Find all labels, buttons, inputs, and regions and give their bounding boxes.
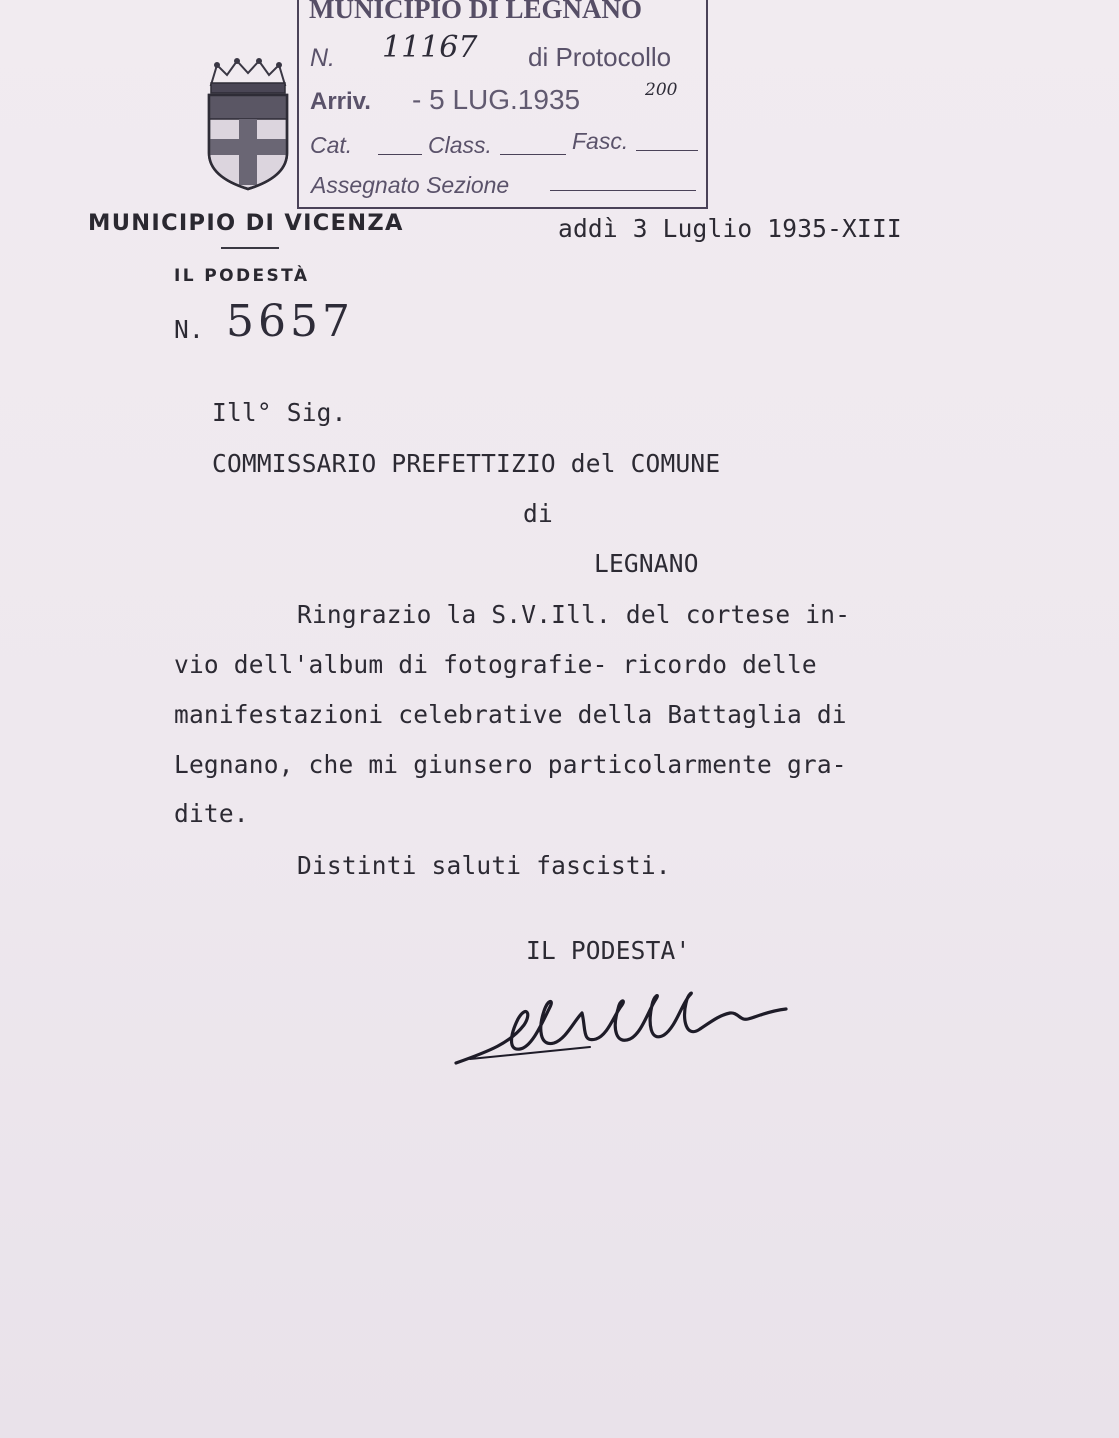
stamp-title: MUNICIPIO DI LEGNANO	[309, 0, 643, 24]
recipient-of: di	[523, 499, 553, 528]
date-line: addì 3 Luglio 1935-XIII	[558, 214, 902, 243]
municipality-heading: MUNICIPIO DI VICENZA	[88, 210, 404, 236]
body-line: Ringrazio la S.V.Ill. del cortese in-	[297, 600, 851, 629]
stamp-n-label: N.	[310, 44, 335, 72]
stamp-cat-label: Cat.	[310, 132, 353, 158]
stamp-cat-line	[378, 154, 422, 155]
stamp-section-label: Assegnato Sezione	[311, 172, 510, 198]
body-line: vio dell'album di fotografie- ricordo delle	[174, 650, 817, 679]
stamp-fasc-line	[636, 150, 698, 151]
body-line: manifestazioni celebrative della Battaglia di	[174, 700, 847, 729]
body-line: Legnano, che mi giunsero particolarmente gra-	[174, 750, 847, 779]
office-heading: IL PODESTÀ	[174, 266, 310, 286]
signatory-title: IL PODESTA'	[526, 936, 691, 965]
heading-divider	[221, 247, 279, 249]
closing-line: Distinti saluti fascisti.	[297, 851, 671, 880]
reference-number-value: 5657	[226, 296, 354, 347]
stamp-class-label: Class.	[428, 132, 492, 158]
stamp-protocol-number: 11167	[382, 30, 478, 65]
recipient-title: COMMISSARIO PREFETTIZIO del COMUNE	[212, 449, 721, 478]
reference-number-label: N.	[174, 315, 204, 344]
salutation: Ill° Sig.	[212, 398, 347, 427]
stamp-protocol-label: di Protocollo	[528, 42, 672, 72]
stamp-fasc-label: Fasc.	[572, 128, 629, 154]
coat-of-arms-icon	[203, 55, 293, 195]
stamp-section-line	[550, 190, 696, 191]
recipient-city: LEGNANO	[594, 549, 699, 578]
handwritten-signature	[450, 985, 800, 1075]
stamp-arrival-mark: 200	[645, 80, 678, 100]
stamp-arrival-label: Arriv.	[310, 88, 371, 115]
stamp-arrival-date: - 5 LUG.1935	[412, 84, 581, 115]
stamp-class-line	[500, 154, 566, 155]
body-line: dite.	[174, 799, 249, 828]
